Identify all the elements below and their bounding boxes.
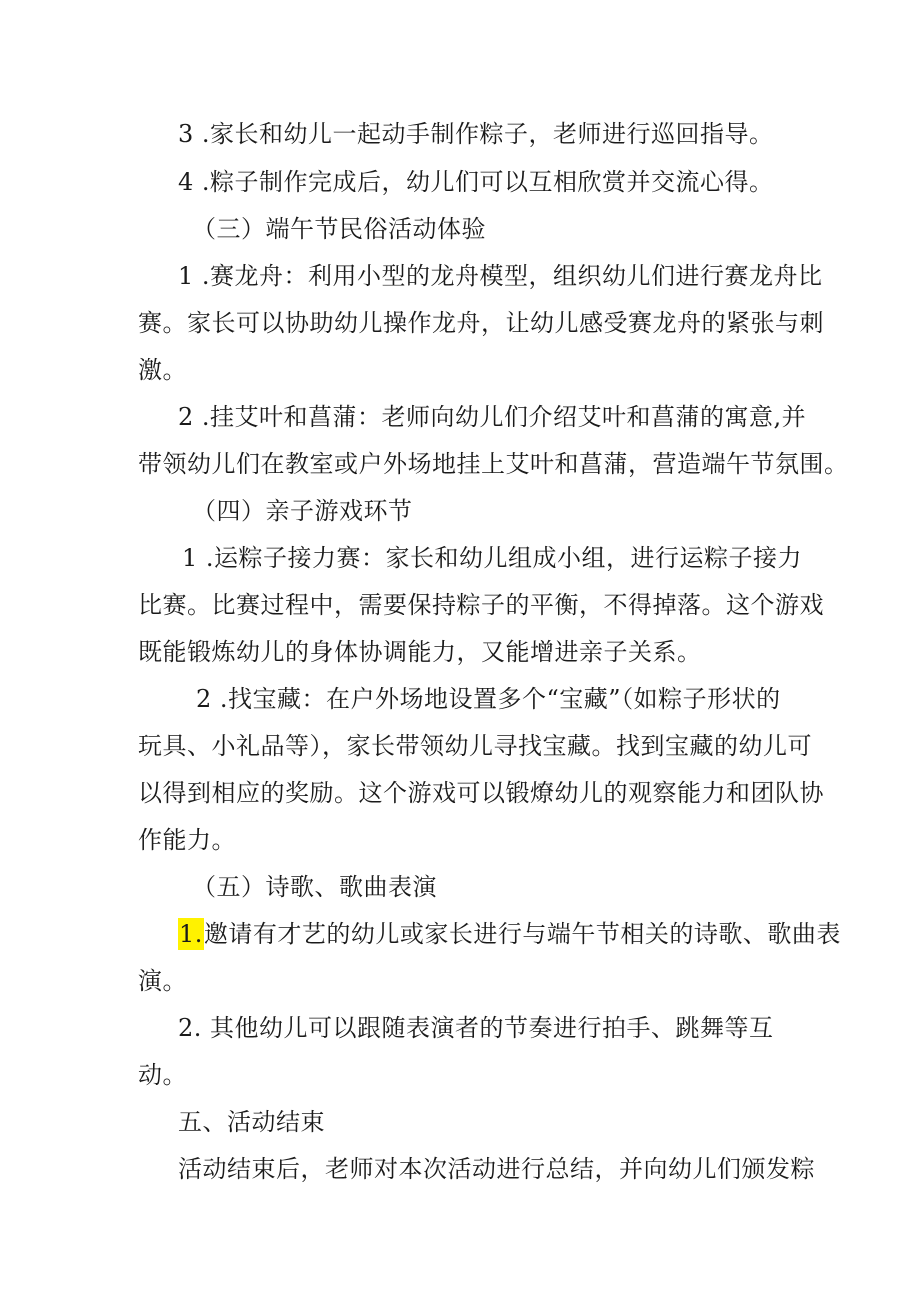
paragraph-relay-line-2: 比赛。比赛过程中，需要保持粽子的平衡，不得掉落。这个游戏 bbox=[138, 591, 824, 619]
highlighted-list-number: 1. bbox=[179, 920, 203, 948]
paragraph-treasure-line-3: 以得到相应的奖励。这个游戏可以锻燎幼儿的观察能力和团队协 bbox=[138, 779, 824, 807]
paragraph-dragon-boat-line-3: 激。 bbox=[138, 356, 187, 384]
paragraph-treasure-line-2: 玩具、小礼品等），家长带领幼儿寻找宝藏。找到宝藏的幼儿可 bbox=[138, 732, 812, 760]
paragraph-others-line-1: 2. 其他幼儿可以跟随表演者的节奏进行拍手、跳舞等互 bbox=[178, 1014, 774, 1042]
paragraph-relay-line-3: 既能锻炼幼儿的身体协调能力，又能增进亲子关系。 bbox=[138, 638, 702, 666]
section-heading-activity-end: 五、活动结束 bbox=[178, 1108, 325, 1136]
section-heading-5: （五）诗歌、歌曲表演 bbox=[192, 873, 437, 901]
paragraph-mugwort-line-2: 带领幼儿们在教室或户外场地挂上艾叶和菖蒲，营造端午节氛围。 bbox=[138, 450, 849, 478]
performance-text: 邀请有才艺的幼儿或家长进行与端午节相关的诗歌、歌曲表 bbox=[203, 920, 841, 948]
paragraph-dragon-boat-line-1: 1 .赛龙舟：利用小型的龙舟模型，组织幼儿们进行赛龙舟比 bbox=[178, 262, 823, 290]
paragraph-treasure-line-1: 2 .找宝藏：在户外场地设置多个“宝藏”（如粽子形状的 bbox=[196, 685, 781, 713]
paragraph-mugwort-line-1: 2 .挂艾叶和菖蒲：老师向幼儿们介绍艾叶和菖蒲的寓意,并 bbox=[178, 403, 807, 431]
paragraph-others-line-2: 动。 bbox=[138, 1061, 187, 1089]
paragraph-performance-line-2: 演。 bbox=[138, 967, 187, 995]
paragraph-performance-line-1 bbox=[178, 918, 841, 950]
paragraph-step-3: 3 .家长和幼儿一起动手制作粽子，老师进行巡回指导。 bbox=[178, 120, 774, 148]
section-heading-3: （三）端午节民俗活动体验 bbox=[192, 215, 486, 243]
section-heading-4: （四）亲子游戏环节 bbox=[192, 497, 413, 525]
paragraph-step-4: 4 .粽子制作完成后，幼儿们可以互相欣赏并交流心得。 bbox=[178, 168, 774, 196]
paragraph-relay-line-1: 1 .运粽子接力赛：家长和幼儿组成小组，进行运粽子接力 bbox=[182, 544, 803, 572]
paragraph-conclusion-line-1: 活动结束后，老师对本次活动进行总结，并向幼儿们颁发粽 bbox=[178, 1155, 815, 1183]
paragraph-dragon-boat-line-2: 赛。家长可以协助幼儿操作龙舟，让幼儿感受赛龙舟的紧张与刺 bbox=[138, 309, 824, 337]
paragraph-treasure-line-4: 作能力。 bbox=[138, 826, 236, 854]
